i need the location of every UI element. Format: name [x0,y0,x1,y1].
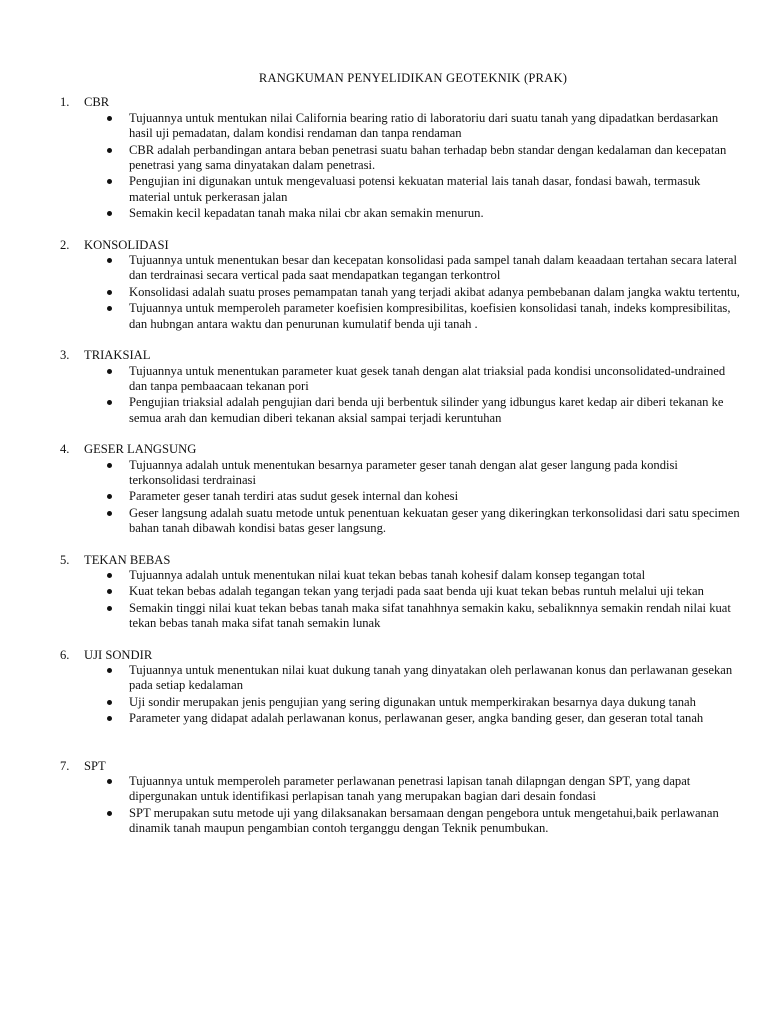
section [60,648,748,727]
section [60,759,748,837]
bullet-text: Parameter yang didapat adalah perlawanan konus, perlawanan geser, angka banding geser, dan geseran total tanah [129,711,704,726]
bullet-text: Semakin tinggi nilai kuat tekan bebas tanah maka sifat tanahhnya semakin kaku, sebaliknnya semakin rendah nilai kuat tekan bebas tanah maka sifat tanah semakin lunak [129,600,731,631]
list-item [60,301,748,332]
document-title: RANGKUMAN PENYELIDIKAN GEOTEKNIK (PRAK) [258,71,568,85]
bullet-icon [107,494,112,499]
list-item [60,506,748,537]
section-name: TRIAKSIAL [84,348,151,363]
bullet-text: Tujuannya untuk menentukan nilai kuat dukung tanah yang dinyatakan oleh perlawanan konus dan perlawanan gesekan pada setiap kedalaman [129,663,733,693]
sections-list [60,95,748,836]
list-item [60,253,748,284]
bullet-list [60,458,748,537]
bullet-icon [107,179,112,184]
bullet-text: Tujuannya untuk memperoleh parameter perlawanan penetrasi lapisan tanah dilapngan dengan SPT, yang dapat dipergunakan untuk identifikasi perlapisan tanah yang merupakan bagian dari desain fondasi [129,774,691,804]
section-number: 3. [60,348,70,363]
bullet-list [60,774,748,837]
bullet-list [60,364,748,427]
bullet-icon [107,700,112,705]
list-item [60,111,748,142]
section [60,442,748,536]
bullet-text: Kuat tekan bebas adalah tegangan tekan yang terjadi pada saat benda uji kuat tekan bebas runtuh melalui uji tekan [129,584,704,599]
bullet-icon [107,463,112,468]
section-heading [60,238,748,253]
bullet-text: Tujuannya adalah untuk menentukan besarnya parameter geser tanah dengan alat geser langung pada kondisi terkonsolidasi terdrainasi [129,457,678,487]
bullet-text: Tujuannya untuk memperoleh parameter koefisien kompresibilitas, koefisien konsolidasi tanah, indeks kompresibilitas, dan hubngan antara waktu dan penurunan kumulatif benda uji tanah . [129,301,731,331]
list-item [60,395,748,426]
bullet-list [60,568,748,632]
bullet-icon [107,606,112,611]
bullet-icon [107,306,112,311]
bullet-text: SPT merupakan sutu metode uji yang dilaksanakan bersamaan dengan pengebora untuk mengetahui,baik perlawanan dinamik tanah maupun pengambian contoh terganggu dengan Teknik penumbukan. [129,805,719,836]
bullet-icon [107,573,112,578]
list-item [60,568,748,583]
bullet-text: Pengujian ini digunakan untuk mengevaluasi potensi kekuatan material lais tanah dasar, fondasi bawah, termasuk material untuk perkerasan jalan [129,174,701,204]
section-heading [60,348,748,363]
section-number: 1. [60,95,70,110]
section-name: CBR [84,95,110,110]
section [60,553,748,632]
list-item [60,663,748,694]
list-item [60,174,748,205]
bullet-icon [107,116,112,121]
list-item [60,364,748,395]
bullet-icon [107,511,112,516]
section-heading [60,759,748,774]
section-heading [60,95,748,110]
bullet-icon [107,369,112,374]
bullet-text: Tujuannya adalah untuk menentukan nilai kuat tekan bebas tanah kohesif dalam konsep tegangan total [129,567,646,582]
section-heading [60,553,748,568]
bullet-icon [107,589,112,594]
section-heading [60,442,748,457]
list-item [60,489,748,504]
list-item [60,458,748,489]
list-item [60,206,748,221]
section [60,95,748,221]
section-name: KONSOLIDASI [84,237,169,252]
bullet-icon [107,211,112,216]
bullet-icon [107,290,112,295]
bullet-text: Parameter geser tanah terdiri atas sudut gesek internal dan kohesi [129,489,459,504]
bullet-icon [107,716,112,721]
bullet-list [60,111,748,222]
bullet-text: Tujuannya untuk menentukan parameter kuat gesek tanah dengan alat triaksial pada kondisi unconsolidated-undrained dan tanpa pembaacaan tekanan pori [129,363,726,393]
section-name: SPT [84,758,106,773]
bullet-icon [107,668,112,673]
list-item [60,584,748,599]
bullet-text: Tujuannya untuk menentukan besar dan kecepatan konsolidasi pada sampel tanah dalam keaadaan tertahan secara lateral dan terdrainasi secara vertical pada saat mendapatkan tegangan terkontrol [129,253,737,283]
bullet-text: Geser langsung adalah suatu metode untuk penentuan kekuatan geser yang dikeringkan terkonsolidasi dari satu specimen bahan tanah dibawah kondisi batas geser langsung. [129,505,740,536]
list-item [60,774,748,805]
list-item [60,601,748,632]
bullet-list [60,253,748,332]
section-name: UJI SONDIR [84,647,153,662]
list-item [60,285,748,300]
list-item [60,806,748,837]
bullet-list [60,663,748,727]
bullet-icon [107,400,112,405]
bullet-text: Uji sondir merupakan jenis pengujian yang sering digunakan untuk memperkirakan besarnya daya dukung tanah [129,694,696,709]
section-name: GESER LANGSUNG [84,442,197,457]
bullet-icon [107,779,112,784]
list-item [60,711,748,726]
section-heading [60,648,748,663]
bullet-icon [107,258,112,263]
section-number: 5. [60,552,70,567]
section-number: 2. [60,237,70,252]
bullet-text: Konsolidasi adalah suatu proses pemampatan tanah yang terjadi akibat adanya pembebanan dalam jangka waktu tertentu, [129,284,740,299]
section-number: 7. [60,758,70,773]
section-number: 6. [60,647,70,662]
bullet-text: CBR adalah perbandingan antara beban penetrasi suatu bahan terhadap bebn standar dengan kedalaman dan kecepatan penetrasi yang sama dinyatakan dalam penetrasi. [129,142,727,173]
section [60,238,748,332]
section-number: 4. [60,442,70,457]
bullet-text: Pengujian triaksial adalah pengujian dari benda uji berbentuk silinder yang idbungus karet kedap air diberi tekanan ke semua arah dan kemudian diberi tekanan aksial sampai terjadi keruntuhan [129,395,724,425]
list-item [60,143,748,174]
bullet-icon [107,811,112,816]
section-name: TEKAN BEBAS [84,552,171,567]
section [60,348,748,426]
bullet-text: Semakin kecil kepadatan tanah maka nilai cbr akan semakin menurun. [129,206,484,221]
bullet-text: Tujuannya untuk mentukan nilai California bearing ratio di laboratoriu dari suatu tanah yang dipadatkan berdasarkan hasil uji pemadatan, dalam kondisi rendaman dan tanpa rendaman [129,110,719,141]
bullet-icon [107,148,112,153]
list-item [60,695,748,710]
